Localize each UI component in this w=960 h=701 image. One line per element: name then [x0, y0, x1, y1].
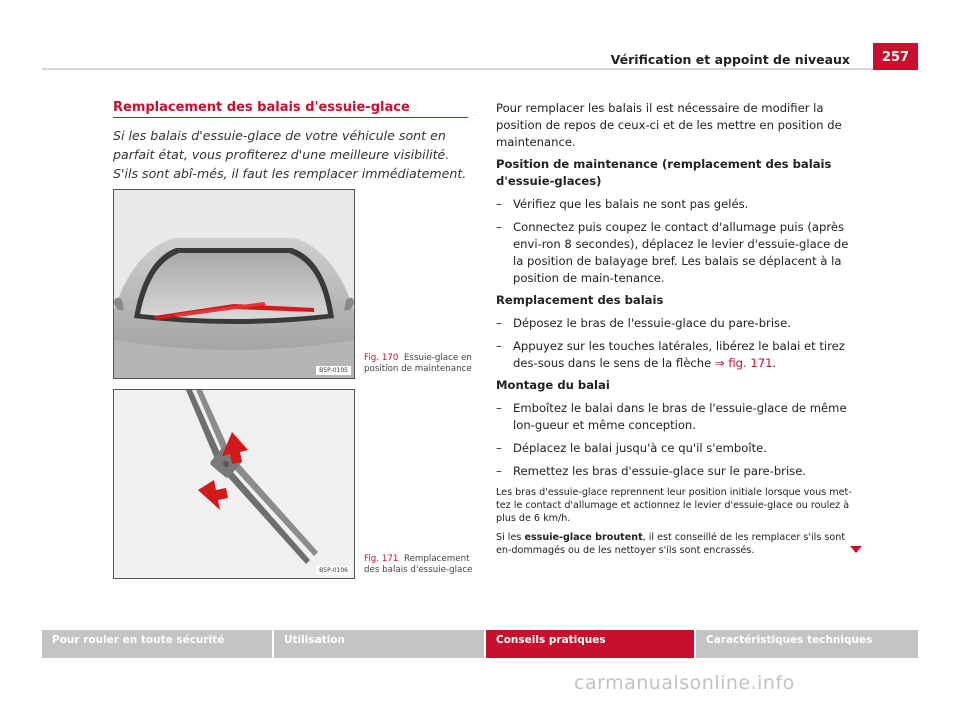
subheading-blade-replacement: Remplacement des balais — [496, 293, 664, 307]
footer-tab-usage[interactable]: Utilisation — [274, 630, 484, 658]
list-item: – Connectez puis coupez le contact d'allumage puis (après envi-ron 8 secondes), déplacez le levier d'essuie-glace de la position de balayage bref. Les balais se déplacent à la position de main-tenance. — [496, 220, 849, 285]
right-column — [496, 100, 852, 557]
note-paragraph: Les bras d'essuie-glace reprennent leur position initiale lorsque vous met-tez le contact d'allumage et actionnez le levier d'essuie-glace ou roulez à plus de 6 km/h. — [496, 487, 852, 524]
list-item: – Déplacez le balai jusqu'à ce qu'il s'emboîte. — [496, 441, 767, 455]
list-item: – Remettez les bras d'essuie-glace sur le pare-brise. — [496, 464, 807, 478]
intro-text: Si les balais d'essuie-glace de votre véhicule sont en parfait état, vous profiterez d'une meilleure visibilité. S'ils sont abî-més, il faut les remplacer immédiatement. — [113, 128, 467, 181]
list-item: – Emboîtez le balai dans le bras de l'essuie-glace de même lon-gueur et même conception. — [496, 401, 847, 432]
footer-tab-safety[interactable]: Pour rouler en toute sécurité — [42, 630, 272, 658]
header-title: Vérification et appoint de niveaux — [610, 52, 850, 67]
page-number: 257 — [873, 43, 918, 70]
list-item: – Déposez le bras de l'essuie-glace du pare-brise. — [496, 316, 791, 330]
figure-number: Fig. 170 — [364, 353, 399, 363]
list-item: – Vérifiez que les balais ne sont pas gelés. — [496, 197, 749, 211]
list-item: – Appuyez sur les touches latérales, libérez le balai et tirez des-sous dans le sens de la flèche ⇒ fig. 171. — [496, 339, 845, 370]
section-title: Remplacement des balais d'essuie-glace — [113, 100, 410, 115]
car-windshield-illustration — [114, 190, 354, 378]
footer-nav — [42, 630, 918, 658]
section-rule — [113, 117, 468, 118]
note-paragraph: Si les essuie-glace broutent, il est conseillé de les remplacer s'ils sont en-dommagés ou de les nettoyer s'ils sont encrassés. — [496, 532, 846, 556]
watermark: carmanualsonline.info — [574, 672, 795, 694]
figure-170-caption — [364, 353, 474, 375]
wiper-blade-illustration — [114, 390, 354, 578]
figure-170-image — [113, 189, 355, 379]
footer-tab-specifications[interactable]: Caractéristiques techniques — [696, 630, 918, 658]
figure-code: B5P-0106 — [316, 566, 351, 575]
figure-number: Fig. 171 — [364, 554, 399, 564]
figure-caption-text: Essuie-glace en position de maintenance — [364, 353, 472, 374]
continue-arrow-icon — [850, 546, 862, 553]
footer-tab-practical-tips[interactable]: Conseils pratiques — [486, 630, 694, 658]
subheading-maintenance-position: Position de maintenance (remplacement des balais d'essuie-glaces) — [496, 157, 832, 188]
figure-reference-link[interactable]: ⇒ fig. 171 — [714, 356, 773, 370]
figure-171-caption — [364, 554, 474, 576]
figure-code: B5P-0105 — [316, 366, 351, 375]
subheading-blade-mounting: Montage du balai — [496, 378, 610, 392]
header-rule — [42, 68, 918, 70]
figure-171-image — [113, 389, 355, 579]
figure-caption-text: Remplacement des balais d'essuie-glace — [364, 554, 473, 575]
paragraph-intro: Pour remplacer les balais il est nécessaire de modifier la position de repos de ceux-ci et de les mettre en position de maintenance. — [496, 101, 842, 149]
